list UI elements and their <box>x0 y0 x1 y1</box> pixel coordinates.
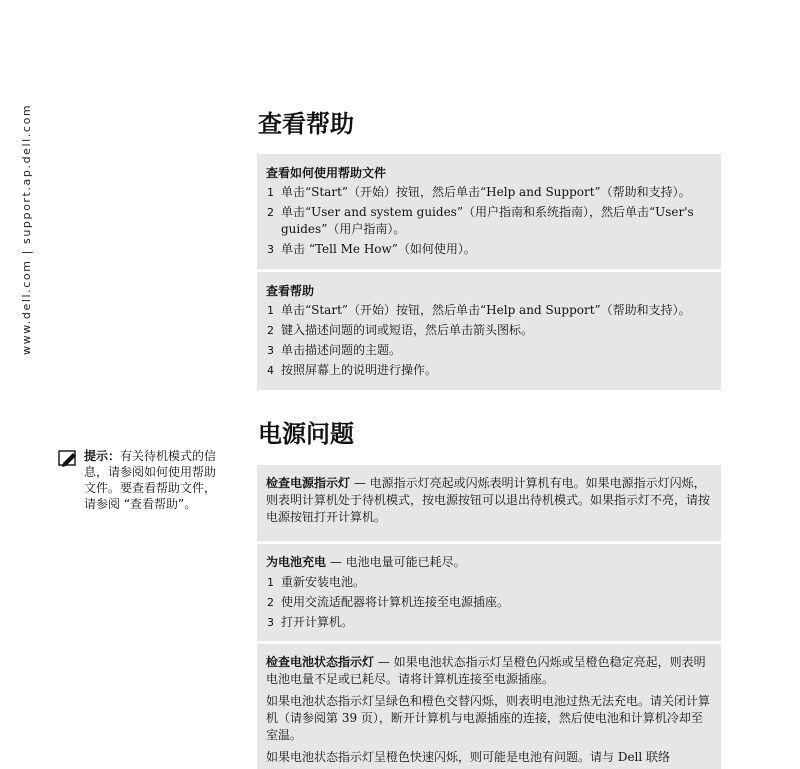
sidebar-url-text: www.dell.com | support.ap.dell.com <box>20 103 33 355</box>
list-item: 2 单击“User and system guides”（用户指南和系统指南），然后单击“User's guides”（用户指南）。 <box>267 205 694 236</box>
power-light-paragraph: 检查电源指示灯 — 电源指示灯亮起或闪烁表明计算机有电。如果电源指示灯闪烁，则表明计算机处于待机模式，按电源按钮可以退出待机模式。如果指示灯不亮，请按电源按钮打开计算机。 <box>266 476 711 524</box>
view-help-box <box>257 272 721 390</box>
list-item: 1 单击“Start”（开始）按钮，然后单击“Help and Support”（帮助和支持）。 <box>267 303 691 317</box>
list-item: 2 使用交流适配器将计算机连接至电源插座。 <box>267 595 510 609</box>
battery-status-box <box>257 644 721 769</box>
list-item: 1 重新安装电池。 <box>267 575 366 589</box>
note-label: 提示： <box>84 449 121 463</box>
charge-battery-term: 为电池充电 <box>266 555 327 569</box>
help-file-heading: 查看如何使用帮助文件 <box>266 166 387 180</box>
view-help-heading: 查看帮助 <box>266 284 315 298</box>
battery-status-term: 检查电池状态指示灯 <box>266 655 375 669</box>
list-item: 2 键入描述问题的词或短语，然后单击箭头图标。 <box>267 323 534 337</box>
charge-battery-box <box>257 544 721 641</box>
sidebar-url <box>20 105 44 355</box>
view-help-steps <box>266 302 712 379</box>
help-file-steps <box>266 184 712 258</box>
list-item: 3 单击描述问题的主题。 <box>267 343 402 357</box>
list-item: 3 打开计算机。 <box>267 615 354 629</box>
charge-battery-paragraph: 为电池充电 — 电池电量可能已耗尽。 <box>266 555 466 569</box>
battery-status-paragraph-3: 如果电池状态指示灯呈橙色快速闪烁，则可能是电池有问题。请与 Dell 联络 <box>266 750 671 764</box>
power-light-box <box>257 465 721 541</box>
help-section-title: 查看帮助 <box>258 110 354 138</box>
charge-battery-steps <box>266 574 712 631</box>
battery-status-paragraph-2: 如果电池状态指示灯呈绿色和橙色交替闪烁，则表明电池过热无法充电。请关闭计算机（请参阅第 39 页），断开计算机与电源插座的连接，然后使电池和计算机冷却至室温。 <box>266 694 711 742</box>
note-pencil-icon <box>58 448 78 468</box>
power-section-title: 电源问题 <box>258 420 354 448</box>
note-text <box>84 448 224 512</box>
power-light-term: 检查电源指示灯 <box>266 476 351 490</box>
list-item: 3 单击 “Tell Me How”（如何使用）。 <box>267 242 476 256</box>
note-body: 有关待机模式的信息，请参阅如何使用帮助文件。要查看帮助文件，请参阅 “查看帮助”。 <box>84 449 217 511</box>
battery-status-paragraph: 检查电池状态指示灯 — 如果电池状态指示灯呈橙色闪烁或呈橙色稳定亮起，则表明电池电量不足或已耗尽。请将计算机连接至电源插座。 <box>266 655 706 686</box>
list-item: 4 按照屏幕上的说明进行操作。 <box>267 363 438 377</box>
list-item: 1 单击“Start”（开始）按钮，然后单击“Help and Support”（帮助和支持）。 <box>267 185 691 199</box>
help-file-box <box>257 154 721 269</box>
